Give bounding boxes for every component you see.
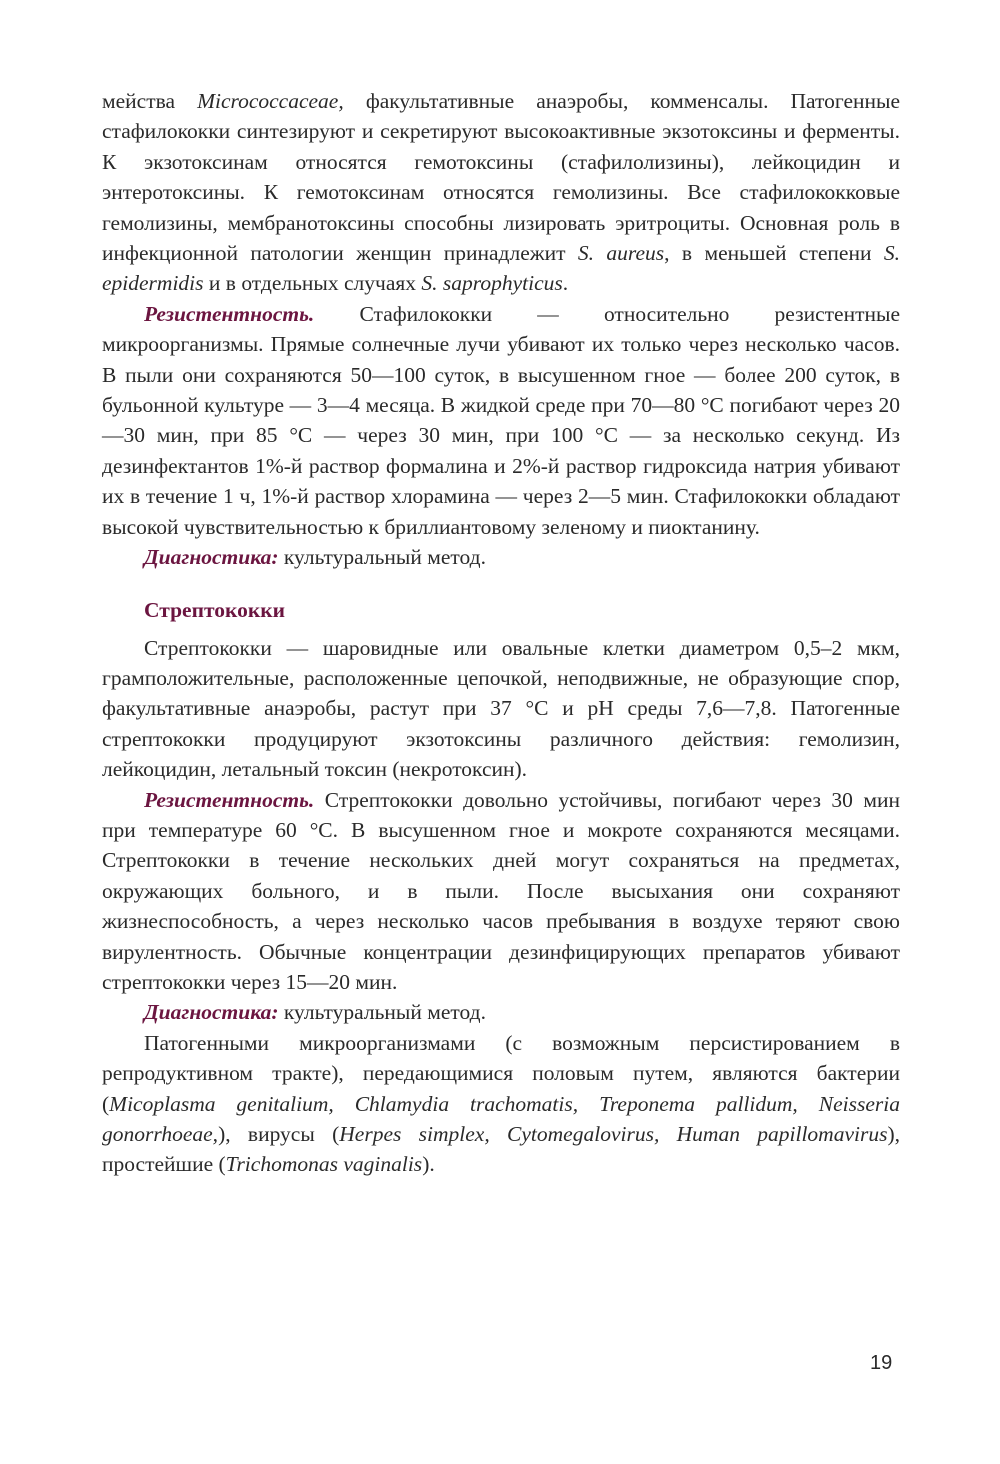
page-number: 19 — [870, 1352, 893, 1374]
section-heading-streptococci: Стрептококки — [144, 597, 285, 622]
keyword-diagnostics: Диагностика: — [144, 545, 279, 570]
taxon-name: Micoplasma genitalium, Chlamydia trachomatis, Treponema pallidum, Neisseria gonorrhoeae, — [102, 1091, 900, 1146]
taxon-name: Herpes simplex, Cytomegalovirus, Human papillomavirus — [339, 1122, 888, 1146]
keyword-resistance: Резистентность. — [144, 787, 315, 812]
paragraph-streptococcus-diagnostics: Диагностика: культуральный метод. — [144, 1000, 486, 1025]
paragraph-staphylococcus-resistance: Резистентность. Стафилококки — относительно резистентные микроорганизмы. Прямые солнечные лучи убивают их только через несколько часов. В пыли они сохраняются 50—100 суток, в высушенном гное — более 200 суток, в бульонной культуре — 3—4 месяца. В жидкой среде при 70—80 °С погибают через 20—30 мин, при 85 °С — через 30 мин, при 100 °С — за несколько секунд. Из дезинфектантов 1%-й раствор формалина и 2%-й раствор гидроксида натрия убивают их в течение 1 ч, 1%-й раствор хлорамина — через 2—5 мин. Стафилококки обладают высокой чувствительностью к бриллиантовому зеленому и пиоктанину. — [102, 301, 900, 539]
taxon-name: S. epidermidis — [102, 241, 900, 296]
paragraph-streptococcus-resistance: Резистентность. Стрептококки довольно устойчивы, погибают через 30 мин при температуре 60 °С. В высушенном гное и мокроте сохраняются месяцами. Стрептококки в течение нескольких дней могут сохраняться на предметах, окружающих больного, и в пыли. После высыхания они сохраняют жизнеспособность, а через несколько часов пребывания в воздухе теряют свою вирулентность. Обычные концентрации дезинфицирующих препаратов убивают стрептококки через 15—20 мин. — [102, 787, 900, 994]
paragraph-sti-pathogens: Патогенными микроорганизмами (с возможным персистированием в репродуктивном тракте), передающимися половым путем, являются бактерии (Micoplasma genitalium, Chlamydia trachomatis, Treponema pallidum, Neisseria gonorrhoeae,), вирусы (Herpes simplex, Cytomegalovirus, Human papillomavirus), простейшие (Trichomonas vaginalis). — [102, 1030, 901, 1177]
taxon-name: S. aureus — [577, 241, 665, 266]
paragraph-staphylococcus-diagnostics: Диагностика: культуральный метод. — [144, 545, 486, 570]
keyword-resistance: Резистентность. — [144, 301, 315, 326]
taxon-name: Trichomonas vaginalis — [225, 1152, 423, 1177]
keyword-diagnostics: Диагностика: — [144, 1000, 279, 1025]
taxon-name: S. saprophyticus — [421, 271, 563, 296]
page-body — [102, 86, 900, 1180]
paragraph-staphylococcus-description: мейства Micrococcaceae, факультативные анаэробы, комменсалы. Патогенные стафилококки синтезируют и секретируют высокоактивные экзотоксины и ферменты. К экзотоксинам относятся гемотоксины (стафилолизины), лейкоцидин и энтеротоксины. К гемотоксинам относятся гемолизины. Все стафилококковые гемолизины, мембранотоксины способны лизировать эритроциты. Основная роль в инфекционной патологии женщин принадлежит S. aureus, в меньшей степени S. epidermidis и в отдельных случаях S. saprophyticus. — [102, 89, 900, 296]
paragraph-streptococcus-description: Стрептококки — шаровидные или овальные клетки диаметром 0,5–2 мкм, грамположительные, расположенные цепочкой, неподвижные, не образующие спор, факультативные анаэробы, растут при 37 °С и рН среды 7,6—7,8. Патогенные стрептококки продуцируют экзотоксины различного действия: гемолизин, лейкоцидин, летальный токсин (некротоксин). — [102, 635, 900, 782]
taxon-name: Micrococcaceae, — [197, 89, 344, 113]
